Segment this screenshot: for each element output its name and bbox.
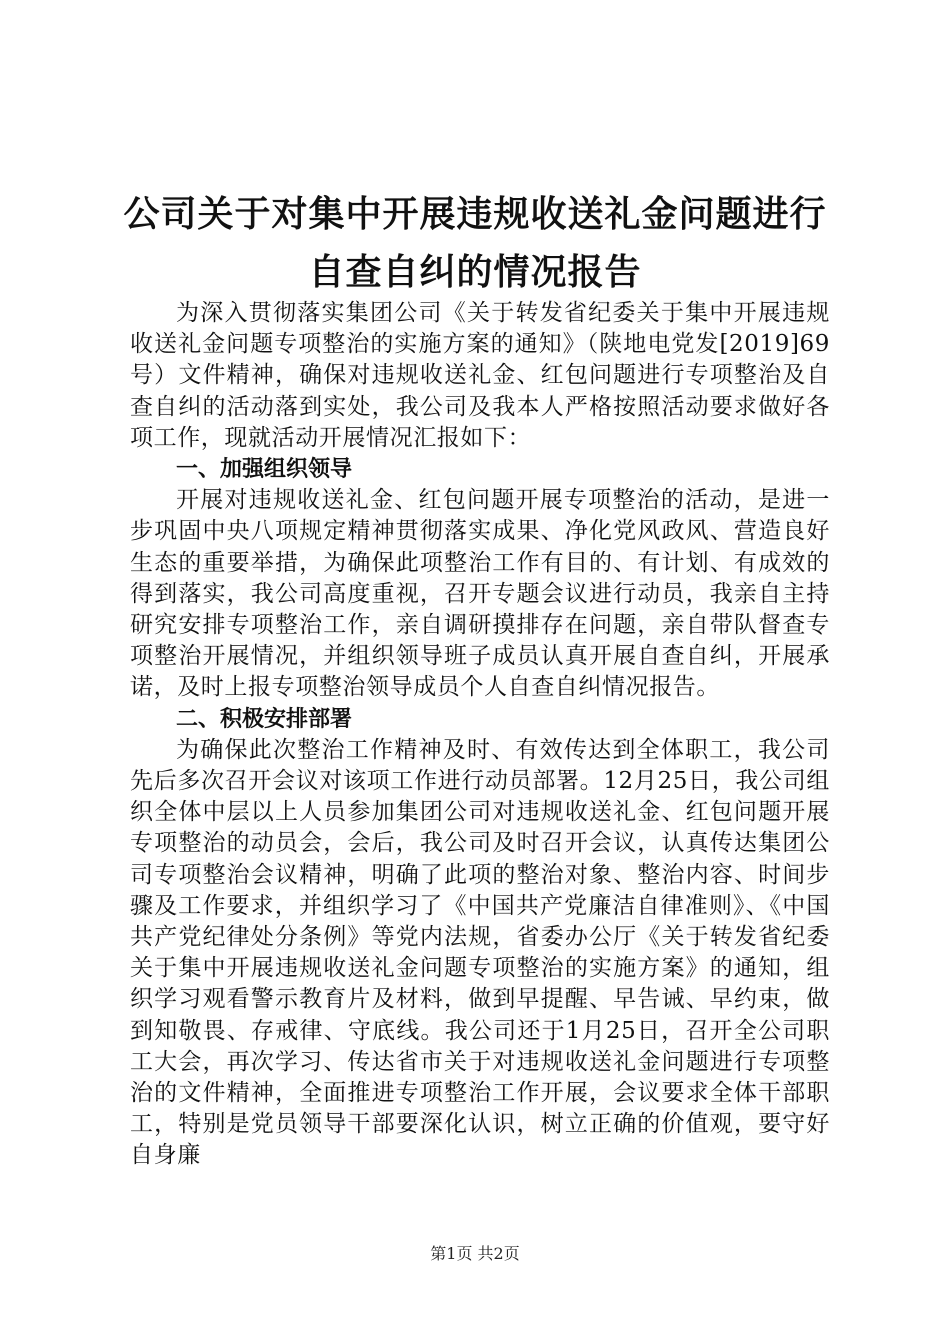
section-paragraph-2: 为确保此次整治工作精神及时、有效传达到全体职工，我公司先后多次召开会议对该项工作进行动员部署。12月25日，我公司组织全体中层以上人员参加集团公司对违规收送礼金、红包问题开展专项整治的动员会，会后，我公司及时召开会议，认真传达集团公司专项整治会议精神，明确了此项的整治对象、整治内容、时间步骤及工作要求，并组织学习了《中国共产党廉洁自律准则》、《中国共产党纪律处分条例》等党内法规，省委办公厅《关于转发省纪委关于集中开展违规收送礼金问题专项整治的实施方案》的通知，组织学习观看警示教育片及材料，做到早提醒、早告诫、早约束，做到知敬畏、存戒律、守底线。我公司还于1月25日，召开全公司职工大会，再次学习、传达省市关于对违规收送礼金问题进行专项整治的文件精神，全面推进专项整治工作开展，会议要求全体干部职工，特别是党员领导干部要深化认识，树立正确的价值观，要守好自身廉 (130, 736, 830, 1169)
section-paragraph-1: 开展对违规收送礼金、红包问题开展专项整治的活动，是进一步巩固中央八项规定精神贯彻落实成果、净化党风政风、营造良好生态的重要举措，为确保此项整治工作有目的、有计划、有成效的得到落实，我公司高度重视，召开专题会议进行动员，我亲自主持研究安排专项整治工作，亲自调研摸排存在问题，亲自带队督查专项整治开展情况，并组织领导班子成员认真开展自查自纠，开展承诺，及时上报专项整治领导成员个人自查自纠情况报告。 (130, 487, 830, 701)
page-number-footer: 第1页 共2页 (430, 1244, 520, 1263)
intro-paragraph: 为深入贯彻落实集团公司《关于转发省纪委关于集中开展违规收送礼金问题专项整治的实施方案的通知》（陕地电党发[2019]69号）文件精神，确保对违规收送礼金、红包问题进行专项整治及自查自纠的活动落到实处，我公司及我本人严格按照活动要求做好各项工作，现就活动开展情况汇报如下： (130, 300, 830, 451)
document-title: 公司关于对集中开展违规收送礼金问题进行自查自纠的情况报告 (123, 194, 827, 293)
section-heading-1: 一、加强组织领导 (176, 457, 353, 483)
document-body (130, 298, 830, 1172)
section-heading-2: 二、积极安排部署 (176, 706, 353, 732)
